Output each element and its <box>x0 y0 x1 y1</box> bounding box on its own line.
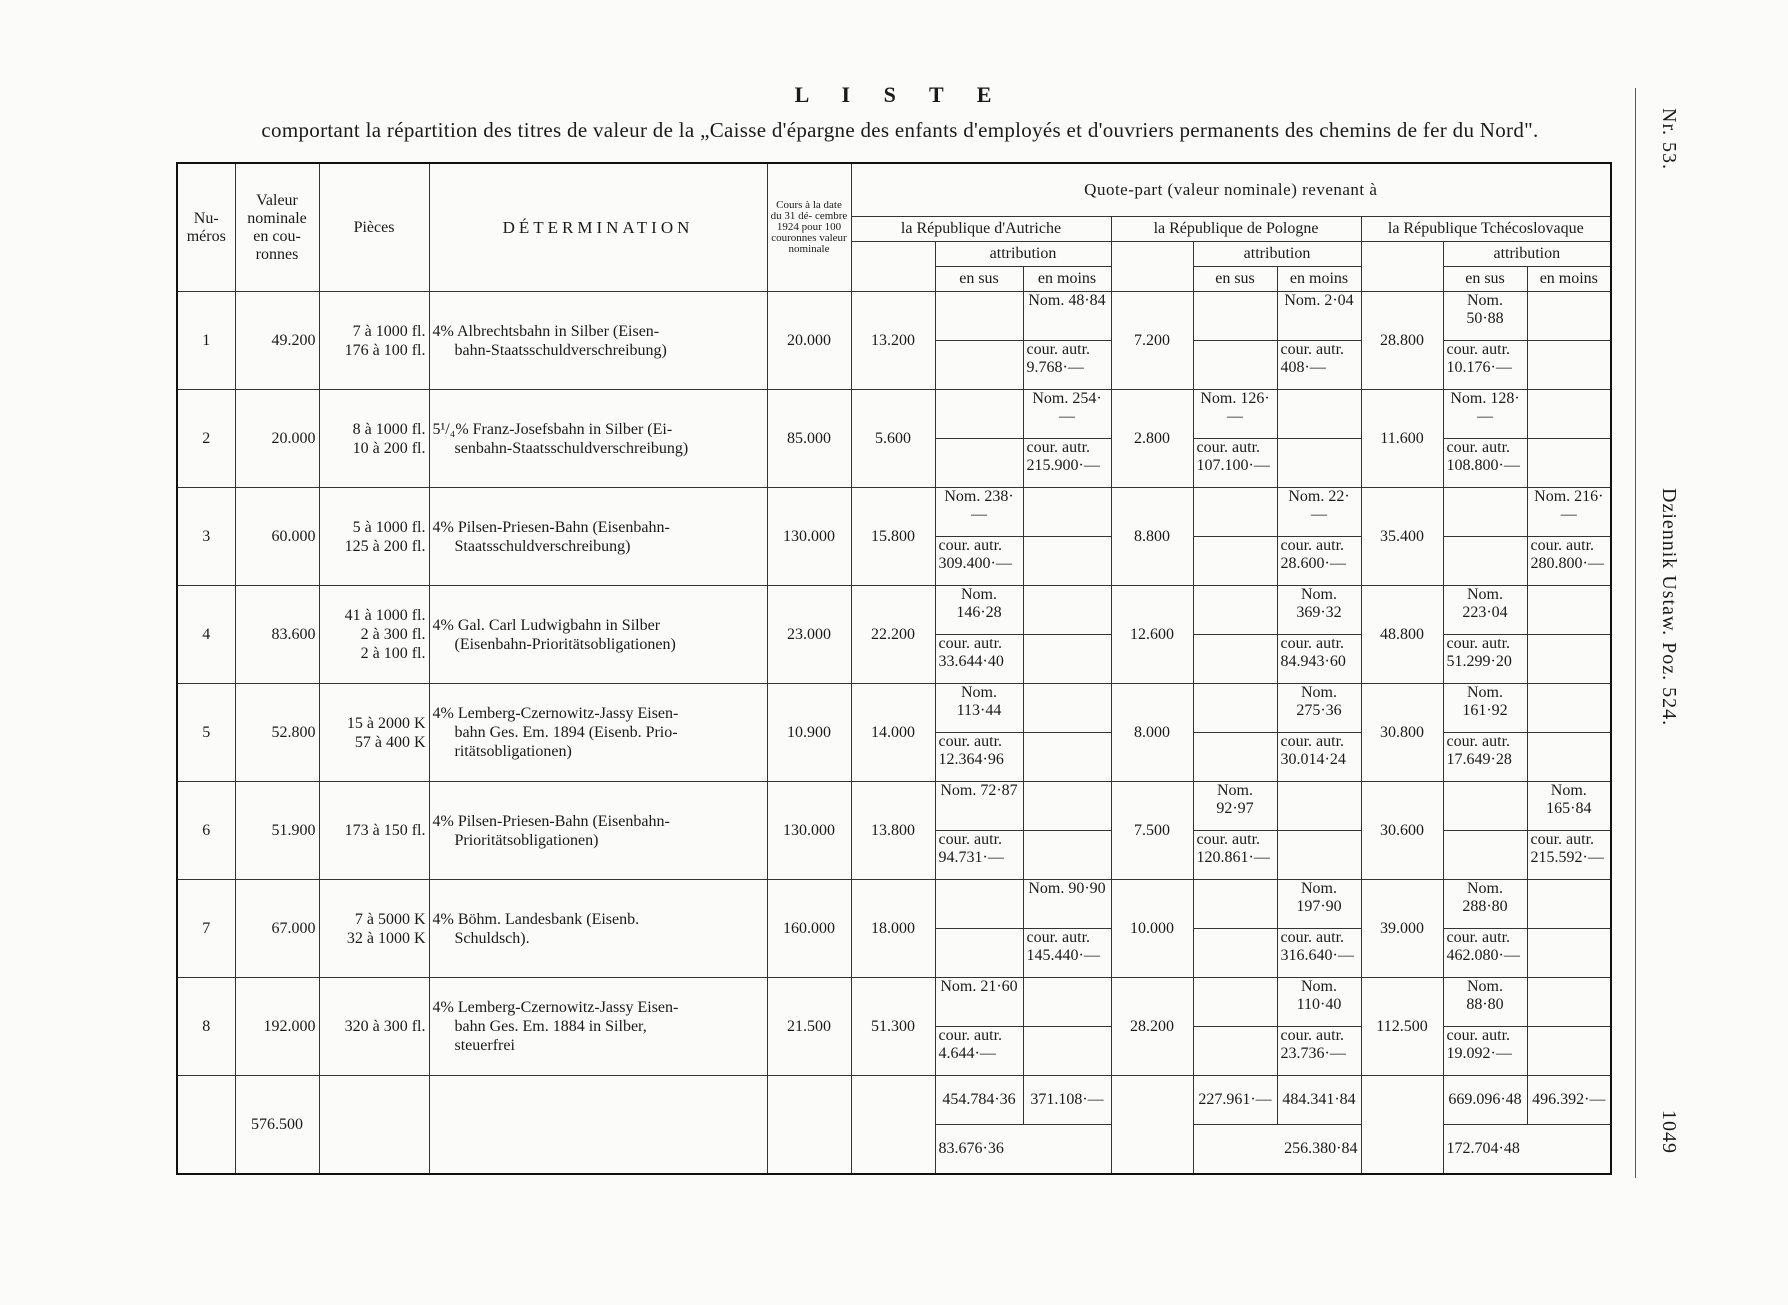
determination-line: Prioritätsobligationen) <box>454 831 599 849</box>
header-en-sus: en sus <box>1443 267 1527 292</box>
row-a-en-moins-cour <box>1023 831 1111 880</box>
table-row <box>177 880 1611 929</box>
row-a-en-sus-nom <box>935 390 1023 439</box>
cour-label: cour. autr. <box>1446 439 1511 456</box>
row-t-en-sus-nom: Nom. 50·88 <box>1443 292 1527 341</box>
header-en-sus: en sus <box>935 267 1023 292</box>
total-blank <box>1361 1076 1443 1175</box>
cour-label: cour. autr. <box>1280 537 1345 554</box>
row-t-en-moins-cour <box>1527 929 1611 978</box>
row-t-en-sus-nom: Nom. 161·92 <box>1443 684 1527 733</box>
header-country-czechoslovakia: la République Tchécoslovaque <box>1361 217 1611 242</box>
determination-line: 4% Böhm. Landesbank (Eisenb. <box>432 910 640 928</box>
row-p-en-sus-nom <box>1193 684 1277 733</box>
total-blank <box>429 1076 767 1175</box>
cour-value: 108.800·— <box>1446 457 1520 474</box>
header-pieces: Pièces <box>319 163 429 292</box>
row-valeur: 192.000 <box>235 978 319 1076</box>
row-p-en-sus-cour <box>1193 831 1277 880</box>
row-p-en-sus-nom <box>1193 292 1277 341</box>
row-t-en-sus-nom <box>1443 488 1527 537</box>
row-a-quote: 51.300 <box>851 978 935 1076</box>
row-a-en-moins-nom <box>1023 488 1111 537</box>
row-p-en-moins-nom: Nom. 2·04 <box>1277 292 1361 341</box>
row-a-en-moins-nom <box>1023 586 1111 635</box>
row-t-en-sus-cour <box>1443 439 1527 488</box>
total-t-en-sus: 669.096·48 <box>1443 1076 1527 1125</box>
row-p-en-sus-cour <box>1193 341 1277 390</box>
securities-table <box>176 162 1612 1175</box>
row-t-en-sus-nom: Nom. 88·80 <box>1443 978 1527 1027</box>
total-valeur: 576.500 <box>235 1076 319 1175</box>
cour-value: 9.768·— <box>1026 359 1084 376</box>
header-determination: DÉTERMINATION <box>429 163 767 292</box>
row-number: 1 <box>177 292 235 390</box>
cour-value: 107.100·— <box>1196 457 1270 474</box>
cour-label: cour. autr. <box>1280 635 1345 652</box>
determination-line: Schuldsch). <box>454 929 530 947</box>
row-t-quote: 30.800 <box>1361 684 1443 782</box>
row-valeur: 83.600 <box>235 586 319 684</box>
cour-value: 30.014·24 <box>1280 751 1346 768</box>
header-en-moins: en moins <box>1023 267 1111 292</box>
row-t-en-sus-nom: Nom. 128·— <box>1443 390 1527 439</box>
row-p-en-sus-cour <box>1193 439 1277 488</box>
row-valeur: 51.900 <box>235 782 319 880</box>
row-a-quote: 13.800 <box>851 782 935 880</box>
cour-label: cour. autr. <box>1196 439 1261 456</box>
determination-line: senbahn-Staatsschuldverschreibung) <box>454 439 689 457</box>
table-row <box>177 586 1611 635</box>
row-pieces: 15 à 2000 K 57 à 400 K <box>319 684 429 782</box>
cour-label: cour. autr. <box>1446 1027 1511 1044</box>
row-number: 3 <box>177 488 235 586</box>
row-valeur: 67.000 <box>235 880 319 978</box>
row-number: 2 <box>177 390 235 488</box>
row-a-en-moins-nom: Nom. 90·90 <box>1023 880 1111 929</box>
row-cours: 23.000 <box>767 586 851 684</box>
row-a-en-sus-nom: Nom. 72·87 <box>935 782 1023 831</box>
journal-reference: Dziennik Ustaw. Poz. 524. <box>1658 488 1680 727</box>
row-cours: 21.500 <box>767 978 851 1076</box>
row-t-quote: 30.600 <box>1361 782 1443 880</box>
row-p-quote: 7.500 <box>1111 782 1193 880</box>
row-t-en-sus-cour <box>1443 537 1527 586</box>
row-a-en-sus-cour <box>935 341 1023 390</box>
cour-label: cour. autr. <box>1530 537 1595 554</box>
row-number: 7 <box>177 880 235 978</box>
row-p-en-sus-cour <box>1193 733 1277 782</box>
total-blank <box>319 1076 429 1175</box>
header-en-moins: en moins <box>1527 267 1611 292</box>
cour-value: 12.364·96 <box>938 751 1004 768</box>
cour-value: 408·— <box>1280 359 1326 376</box>
row-valeur: 60.000 <box>235 488 319 586</box>
determination-line: bahn Ges. Em. 1884 in Silber, <box>454 1018 647 1035</box>
cour-value: 462.080·— <box>1446 947 1520 964</box>
row-a-en-moins-nom: Nom. 48·84 <box>1023 292 1111 341</box>
row-t-en-sus-cour <box>1443 1027 1527 1076</box>
determination-line: 4% Lemberg-Czernowitz-Jassy Eisen- <box>432 999 679 1016</box>
row-valeur: 49.200 <box>235 292 319 390</box>
row-pieces: 7 à 1000 fl. 176 à 100 fl. <box>319 292 429 390</box>
page-title: L I S T E <box>794 82 1006 107</box>
row-a-en-moins-nom: Nom. 254·— <box>1023 390 1111 439</box>
row-t-en-moins-nom <box>1527 978 1611 1027</box>
row-a-en-sus-cour <box>935 733 1023 782</box>
totals-row <box>177 1076 1611 1125</box>
row-cours: 130.000 <box>767 488 851 586</box>
row-pieces: 8 à 1000 fl. 10 à 200 fl. <box>319 390 429 488</box>
row-a-en-moins-nom <box>1023 782 1111 831</box>
determination-line: (Eisenbahn-Prioritätsobligationen) <box>454 635 676 653</box>
determination-line: 4% Lemberg-Czernowitz-Jassy Eisen- <box>432 705 679 722</box>
total-p-difference: 256.380·84 <box>1193 1125 1361 1175</box>
row-t-en-moins-cour <box>1527 537 1611 586</box>
row-cours: 160.000 <box>767 880 851 978</box>
row-pieces: 41 à 1000 fl. 2 à 300 fl. 2 à 100 fl. <box>319 586 429 684</box>
row-t-en-moins-cour <box>1527 635 1611 684</box>
cour-label: cour. autr. <box>938 733 1003 750</box>
row-number: 5 <box>177 684 235 782</box>
header-attribution: attribution <box>935 242 1111 267</box>
row-a-en-sus-nom: Nom. 21·60 <box>935 978 1023 1027</box>
row-p-en-sus-cour <box>1193 635 1277 684</box>
row-t-en-moins-nom: Nom. 165·84 <box>1527 782 1611 831</box>
cour-value: 4.644·— <box>938 1045 996 1062</box>
row-a-en-sus-cour <box>935 1027 1023 1076</box>
row-t-en-sus-cour <box>1443 635 1527 684</box>
cour-value: 316.640·— <box>1280 947 1354 964</box>
cour-label: cour. autr. <box>1026 929 1091 946</box>
row-t-en-moins-cour <box>1527 341 1611 390</box>
row-determination <box>429 684 767 782</box>
row-pieces: 173 à 150 fl. <box>319 782 429 880</box>
row-valeur: 20.000 <box>235 390 319 488</box>
row-p-en-moins-nom: Nom. 22·— <box>1277 488 1361 537</box>
row-p-en-moins-cour <box>1277 733 1361 782</box>
row-p-en-sus-nom <box>1193 880 1277 929</box>
cour-label: cour. autr. <box>1026 341 1091 358</box>
row-t-quote: 112.500 <box>1361 978 1443 1076</box>
row-a-en-moins-cour <box>1023 1027 1111 1076</box>
cour-value: 309.400·— <box>938 555 1012 572</box>
row-a-quote: 15.800 <box>851 488 935 586</box>
row-t-en-moins-cour <box>1527 1027 1611 1076</box>
row-t-en-sus-cour <box>1443 341 1527 390</box>
row-a-en-sus-cour <box>935 635 1023 684</box>
determination-line: 4% Pilsen-Priesen-Bahn (Eisenbahn- <box>432 518 670 536</box>
row-p-en-moins-nom: Nom. 369·32 <box>1277 586 1361 635</box>
row-a-en-moins-cour <box>1023 733 1111 782</box>
cour-label: cour. autr. <box>938 635 1003 652</box>
row-a-en-sus-cour <box>935 929 1023 978</box>
table-row <box>177 684 1611 733</box>
row-p-en-sus-nom: Nom. 92·97 <box>1193 782 1277 831</box>
row-cours: 130.000 <box>767 782 851 880</box>
total-p-en-moins: 484.341·84 <box>1277 1076 1361 1125</box>
total-blank <box>1111 1076 1193 1175</box>
row-a-quote: 18.000 <box>851 880 935 978</box>
page-number: 1049 <box>1658 1110 1680 1154</box>
row-t-quote: 28.800 <box>1361 292 1443 390</box>
cour-label: cour. autr. <box>1280 1027 1345 1044</box>
row-a-en-sus-nom: Nom. 113·44 <box>935 684 1023 733</box>
row-p-en-sus-nom <box>1193 488 1277 537</box>
cour-label: cour. autr. <box>1196 831 1261 848</box>
row-p-en-moins-cour <box>1277 537 1361 586</box>
header-blank <box>851 242 935 292</box>
row-t-en-sus-cour <box>1443 929 1527 978</box>
row-p-quote: 10.000 <box>1111 880 1193 978</box>
header-attribution: attribution <box>1193 242 1361 267</box>
cour-value: 145.440·— <box>1026 947 1100 964</box>
row-p-quote: 2.800 <box>1111 390 1193 488</box>
table-row <box>177 488 1611 537</box>
row-t-quote: 39.000 <box>1361 880 1443 978</box>
row-cours: 85.000 <box>767 390 851 488</box>
cour-label: cour. autr. <box>938 831 1003 848</box>
row-p-en-moins-cour <box>1277 635 1361 684</box>
row-p-en-moins-cour <box>1277 341 1361 390</box>
cour-label: cour. autr. <box>1446 929 1511 946</box>
header-country-poland: la République de Pologne <box>1111 217 1361 242</box>
determination-line: ritätsobligationen) <box>454 743 572 760</box>
margin-rule <box>1635 88 1636 1178</box>
row-pieces: 5 à 1000 fl. 125 à 200 fl. <box>319 488 429 586</box>
cour-value: 120.861·— <box>1196 849 1270 866</box>
determination-line: steuerfrei <box>454 1037 515 1054</box>
row-p-en-sus-nom <box>1193 978 1277 1027</box>
table-row <box>177 782 1611 831</box>
row-a-en-moins-nom <box>1023 684 1111 733</box>
row-a-en-moins-cour <box>1023 537 1111 586</box>
row-p-en-moins-nom: Nom. 197·90 <box>1277 880 1361 929</box>
cour-value: 33.644·40 <box>938 653 1004 670</box>
total-a-en-moins: 371.108·— <box>1023 1076 1111 1125</box>
row-p-en-moins-cour <box>1277 831 1361 880</box>
cour-value: 28.600·— <box>1280 555 1346 572</box>
row-cours: 20.000 <box>767 292 851 390</box>
header-quote-part: Quote-part (valeur nominale) revenant à <box>851 163 1611 217</box>
row-a-en-moins-nom <box>1023 978 1111 1027</box>
row-t-en-sus-cour <box>1443 831 1527 880</box>
row-p-en-sus-nom: Nom. 126·— <box>1193 390 1277 439</box>
cour-value: 51.299·20 <box>1446 653 1512 670</box>
determination-line: Staatsschuldverschreibung) <box>454 537 631 555</box>
cour-label: cour. autr. <box>1446 341 1511 358</box>
row-a-en-sus-nom: Nom. 238·— <box>935 488 1023 537</box>
header-country-austria: la République d'Autriche <box>851 217 1111 242</box>
row-pieces: 320 à 300 fl. <box>319 978 429 1076</box>
row-t-en-moins-nom: Nom. 216·— <box>1527 488 1611 537</box>
cour-label: cour. autr. <box>1530 831 1595 848</box>
cour-label: cour. autr. <box>1280 733 1345 750</box>
header-blank <box>1361 242 1443 292</box>
row-determination <box>429 390 767 488</box>
row-determination <box>429 586 767 684</box>
row-a-en-sus-cour <box>935 831 1023 880</box>
row-p-quote: 28.200 <box>1111 978 1193 1076</box>
header-cours: Cours à la date du 31 dé- cembre 1924 pour 100 couronnes valeur nominale <box>767 163 851 292</box>
row-p-en-moins-nom: Nom. 110·40 <box>1277 978 1361 1027</box>
header-en-sus: en sus <box>1193 267 1277 292</box>
row-a-quote: 22.200 <box>851 586 935 684</box>
header-attribution: attribution <box>1443 242 1611 267</box>
row-t-quote: 48.800 <box>1361 586 1443 684</box>
row-a-en-moins-cour <box>1023 635 1111 684</box>
row-number: 6 <box>177 782 235 880</box>
row-a-quote: 5.600 <box>851 390 935 488</box>
row-p-en-moins-nom: Nom. 275·36 <box>1277 684 1361 733</box>
row-a-en-sus-nom <box>935 880 1023 929</box>
cour-value: 19.092·— <box>1446 1045 1512 1062</box>
row-t-en-moins-cour <box>1527 831 1611 880</box>
cour-label: cour. autr. <box>1446 733 1511 750</box>
determination-line: bahn-Staatsschuldverschreibung) <box>454 341 667 359</box>
determination-line: 4% Gal. Carl Ludwigbahn in Silber <box>432 616 661 634</box>
cour-value: 84.943·60 <box>1280 653 1346 670</box>
total-t-en-moins: 496.392·— <box>1527 1076 1611 1125</box>
row-t-en-moins-cour <box>1527 439 1611 488</box>
cour-label: cour. autr. <box>938 1027 1003 1044</box>
row-a-quote: 14.000 <box>851 684 935 782</box>
row-number: 4 <box>177 586 235 684</box>
header-valeur: Valeur nominale en cou- ronnes <box>235 163 319 292</box>
total-blank <box>851 1076 935 1175</box>
row-cours: 10.900 <box>767 684 851 782</box>
total-blank <box>177 1076 235 1175</box>
header-en-moins: en moins <box>1277 267 1361 292</box>
determination-line: 4% Albrechtsbahn in Silber (Eisen- <box>432 322 660 340</box>
row-p-quote: 8.800 <box>1111 488 1193 586</box>
row-t-en-moins-nom <box>1527 586 1611 635</box>
row-t-en-moins-nom <box>1527 390 1611 439</box>
row-t-en-moins-nom <box>1527 684 1611 733</box>
cour-label: cour. autr. <box>1026 439 1091 456</box>
total-blank <box>767 1076 851 1175</box>
row-number: 8 <box>177 978 235 1076</box>
header-blank <box>1111 242 1193 292</box>
total-p-en-sus: 227.961·— <box>1193 1076 1277 1125</box>
row-p-en-moins-cour <box>1277 439 1361 488</box>
cour-value: 215.592·— <box>1530 849 1604 866</box>
row-a-en-sus-nom <box>935 292 1023 341</box>
row-t-en-moins-nom <box>1527 292 1611 341</box>
row-t-en-sus-nom: Nom. 288·80 <box>1443 880 1527 929</box>
row-p-en-sus-cour <box>1193 537 1277 586</box>
row-t-en-moins-nom <box>1527 880 1611 929</box>
row-pieces: 7 à 5000 K 32 à 1000 K <box>319 880 429 978</box>
cour-label: cour. autr. <box>1280 341 1345 358</box>
cour-value: 215.900·— <box>1026 457 1100 474</box>
total-a-en-sus: 454.784·36 <box>935 1076 1023 1125</box>
row-p-en-sus-cour <box>1193 1027 1277 1076</box>
row-determination <box>429 978 767 1076</box>
row-determination <box>429 292 767 390</box>
row-a-en-sus-cour <box>935 537 1023 586</box>
cour-value: 94.731·— <box>938 849 1004 866</box>
row-p-en-moins-nom <box>1277 782 1361 831</box>
issue-number: Nr. 53. <box>1658 108 1680 170</box>
table-row <box>177 390 1611 439</box>
row-a-en-sus-nom: Nom. 146·28 <box>935 586 1023 635</box>
row-a-en-sus-cour <box>935 439 1023 488</box>
row-t-en-sus-nom <box>1443 782 1527 831</box>
total-a-difference: 83.676·36 <box>935 1125 1111 1175</box>
header-numeros: Nu- méros <box>177 163 235 292</box>
row-p-en-sus-cour <box>1193 929 1277 978</box>
cour-value: 17.649·28 <box>1446 751 1512 768</box>
row-a-en-moins-cour <box>1023 341 1111 390</box>
row-t-quote: 35.400 <box>1361 488 1443 586</box>
table-row <box>177 978 1611 1027</box>
row-t-quote: 11.600 <box>1361 390 1443 488</box>
row-determination <box>429 488 767 586</box>
total-t-difference: 172.704·48 <box>1443 1125 1611 1175</box>
row-t-en-moins-cour <box>1527 733 1611 782</box>
row-p-quote: 8.000 <box>1111 684 1193 782</box>
row-t-en-sus-nom: Nom. 223·04 <box>1443 586 1527 635</box>
page-subtitle: comportant la répartition des titres de valeur de la „Caisse d'épargne des enfants d'employés et d'ouvriers permanents des chemins de fer du Nord". <box>261 118 1539 142</box>
determination-line: 5¹/₄% Franz-Josefsbahn in Silber (Ei- <box>432 420 673 438</box>
row-a-quote: 13.200 <box>851 292 935 390</box>
row-p-quote: 12.600 <box>1111 586 1193 684</box>
row-p-en-moins-cour <box>1277 929 1361 978</box>
row-t-en-sus-cour <box>1443 733 1527 782</box>
row-determination <box>429 880 767 978</box>
cour-value: 10.176·— <box>1446 359 1512 376</box>
table-row <box>177 292 1611 341</box>
row-a-en-moins-cour <box>1023 929 1111 978</box>
determination-line: bahn Ges. Em. 1894 (Eisenb. Prio- <box>454 724 678 741</box>
row-determination <box>429 782 767 880</box>
cour-value: 280.800·— <box>1530 555 1604 572</box>
row-valeur: 52.800 <box>235 684 319 782</box>
cour-label: cour. autr. <box>1446 635 1511 652</box>
row-p-quote: 7.200 <box>1111 292 1193 390</box>
row-p-en-sus-nom <box>1193 586 1277 635</box>
cour-label: cour. autr. <box>938 537 1003 554</box>
determination-line: 4% Pilsen-Priesen-Bahn (Eisenbahn- <box>432 812 670 830</box>
cour-value: 23.736·— <box>1280 1045 1346 1062</box>
row-a-en-moins-cour <box>1023 439 1111 488</box>
cour-label: cour. autr. <box>1280 929 1345 946</box>
row-p-en-moins-nom <box>1277 390 1361 439</box>
row-p-en-moins-cour <box>1277 1027 1361 1076</box>
